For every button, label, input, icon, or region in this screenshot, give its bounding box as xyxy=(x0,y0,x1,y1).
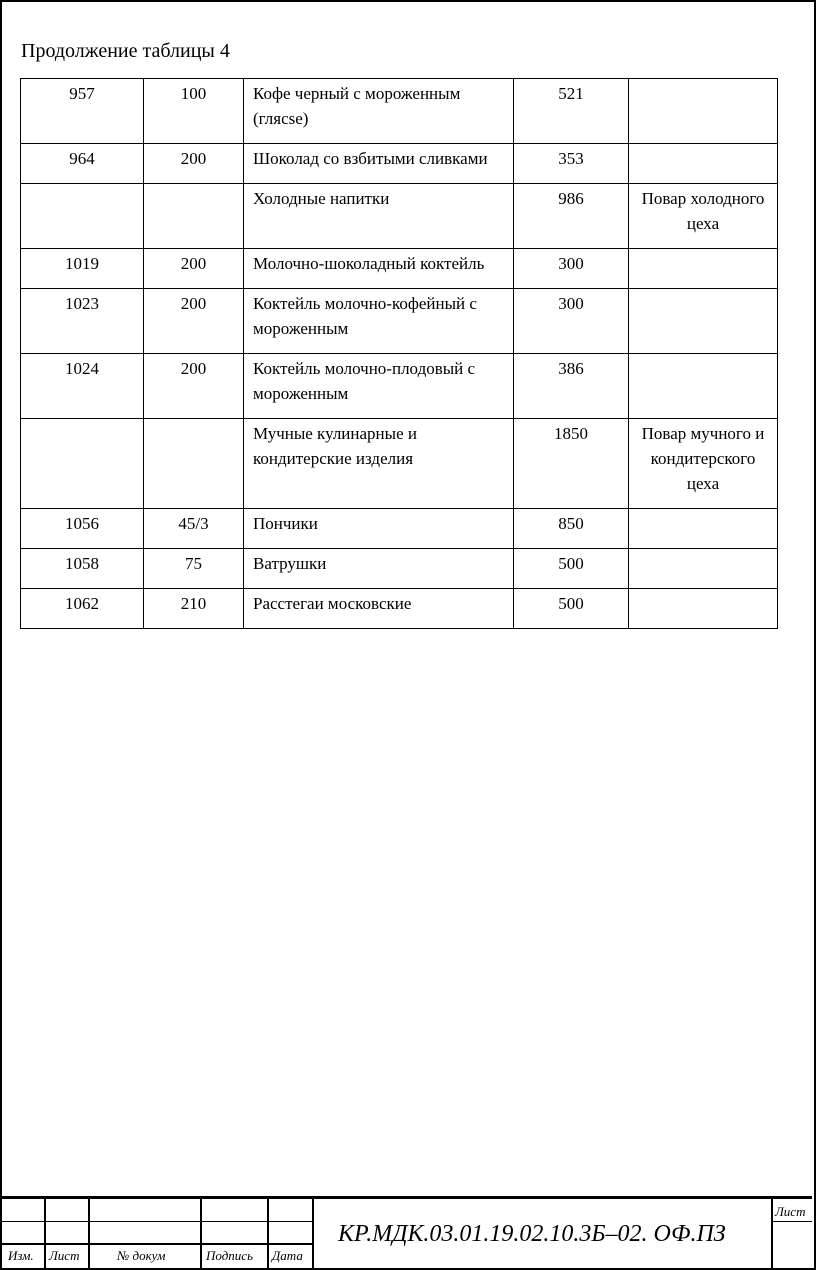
cell-name: Расстегаи московские xyxy=(244,589,514,629)
cell-yield: 75 xyxy=(144,549,244,589)
table-row xyxy=(21,549,778,589)
stamp-divider xyxy=(312,1199,314,1269)
table-row xyxy=(21,509,778,549)
cell-name: Коктейль молочно-плодовый с мороженным xyxy=(244,354,514,419)
cell-cook xyxy=(629,354,778,419)
cell-code: 1058 xyxy=(21,549,144,589)
stamp-row-line xyxy=(2,1221,312,1222)
cell-yield: 200 xyxy=(144,144,244,184)
table-row xyxy=(21,144,778,184)
stamp-divider xyxy=(44,1199,46,1269)
table-row xyxy=(21,419,778,509)
document-code: КР.МДК.03.01.19.02.10.3Б–02. ОФ.ПЗ xyxy=(338,1221,726,1247)
table-row xyxy=(21,249,778,289)
cell-name: Коктейль молочно-кофейный с мороженным xyxy=(244,289,514,354)
cell-name: Молочно-шоколадный коктейль xyxy=(244,249,514,289)
cell-name: Пончики xyxy=(244,509,514,549)
cell-code xyxy=(21,419,144,509)
table-row xyxy=(21,184,778,249)
cell-quantity: 300 xyxy=(514,289,629,354)
cell-quantity: 986 xyxy=(514,184,629,249)
cell-name: Мучные кулинарные и кондитерские изделия xyxy=(244,419,514,509)
table-row xyxy=(21,589,778,629)
cell-cook xyxy=(629,509,778,549)
table-row xyxy=(21,79,778,144)
stamp-label-dokum: № докум xyxy=(117,1248,166,1263)
cell-yield: 100 xyxy=(144,79,244,144)
stamp-label-sheet: Лист xyxy=(775,1204,806,1219)
cell-code: 1023 xyxy=(21,289,144,354)
table-row xyxy=(21,289,778,354)
stamp-divider xyxy=(267,1199,269,1269)
cell-code: 964 xyxy=(21,144,144,184)
cell-cook xyxy=(629,549,778,589)
stamp-divider xyxy=(88,1199,90,1269)
cell-yield: 45/3 xyxy=(144,509,244,549)
stamp-row-line xyxy=(2,1243,312,1245)
cell-yield xyxy=(144,184,244,249)
stamp-label-data: Дата xyxy=(272,1248,303,1263)
cell-yield: 200 xyxy=(144,249,244,289)
cell-cook xyxy=(629,249,778,289)
cell-quantity: 386 xyxy=(514,354,629,419)
cell-cook xyxy=(629,589,778,629)
stamp-label-podpis: Подпись xyxy=(206,1248,253,1263)
cell-yield xyxy=(144,419,244,509)
cell-yield: 210 xyxy=(144,589,244,629)
cell-code: 1024 xyxy=(21,354,144,419)
cell-cook: Повар мучного и кондитерского цеха xyxy=(629,419,778,509)
cell-code: 1056 xyxy=(21,509,144,549)
table-caption: Продолжение таблицы 4 xyxy=(21,40,230,62)
cell-quantity: 500 xyxy=(514,589,629,629)
cell-quantity: 1850 xyxy=(514,419,629,509)
table-row xyxy=(21,354,778,419)
cell-cook xyxy=(629,79,778,144)
cell-yield: 200 xyxy=(144,354,244,419)
cell-code: 1062 xyxy=(21,589,144,629)
cell-name: Ватрушки xyxy=(244,549,514,589)
cell-code: 957 xyxy=(21,79,144,144)
stamp-label-izm: Изм. xyxy=(8,1248,34,1263)
stamp-divider xyxy=(200,1199,202,1269)
stamp-divider xyxy=(771,1199,773,1269)
stamp-label-list: Лист xyxy=(49,1248,80,1263)
cell-quantity: 353 xyxy=(514,144,629,184)
cell-name: Холодные напитки xyxy=(244,184,514,249)
stamp-row-line xyxy=(771,1221,812,1222)
cell-quantity: 500 xyxy=(514,549,629,589)
cell-quantity: 300 xyxy=(514,249,629,289)
cell-cook xyxy=(629,144,778,184)
cell-cook: Повар холодного цеха xyxy=(629,184,778,249)
title-block xyxy=(2,1196,812,1269)
cell-name: Шоколад со взбитыми сливками xyxy=(244,144,514,184)
cell-name: Кофе черный с мороженным (глясse) xyxy=(244,79,514,144)
cell-quantity: 850 xyxy=(514,509,629,549)
cell-quantity: 521 xyxy=(514,79,629,144)
data-table xyxy=(20,78,778,629)
cell-code: 1019 xyxy=(21,249,144,289)
cell-cook xyxy=(629,289,778,354)
cell-yield: 200 xyxy=(144,289,244,354)
cell-code xyxy=(21,184,144,249)
